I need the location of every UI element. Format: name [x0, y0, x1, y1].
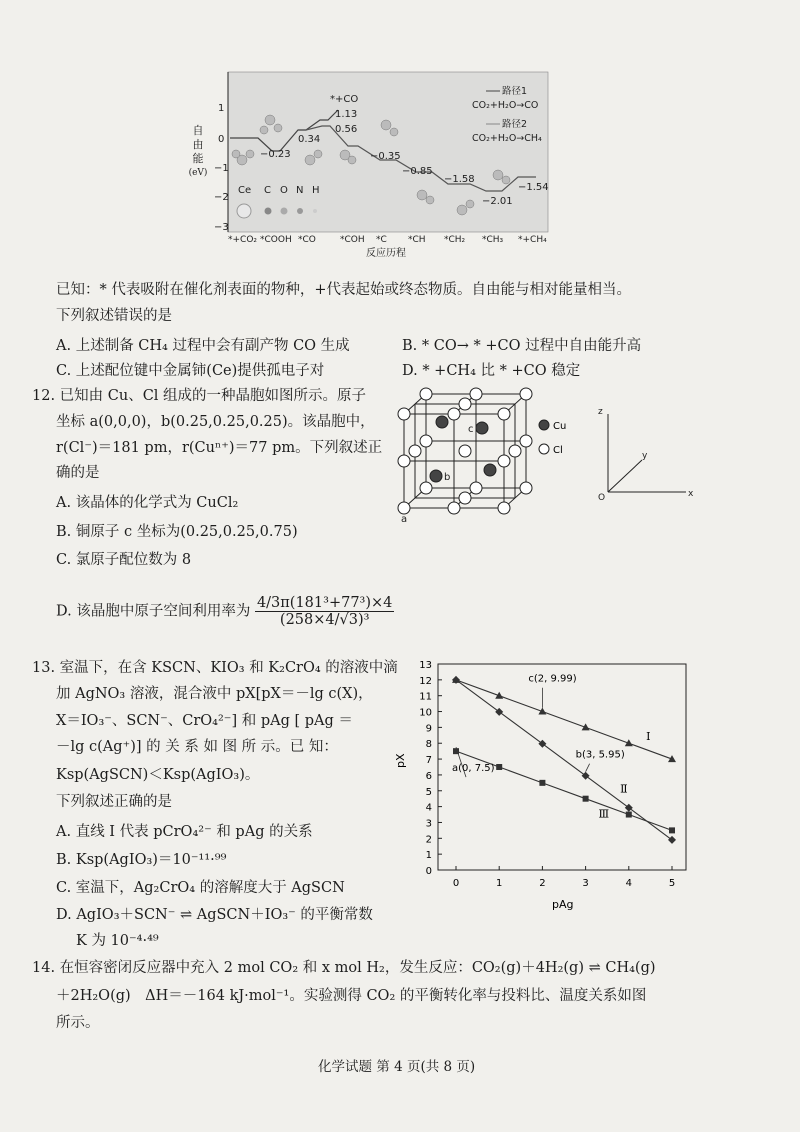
xtick: *CO	[298, 235, 316, 245]
c-atom-icon	[265, 208, 272, 215]
px-pag-svg	[396, 656, 700, 916]
y-tick-label: 9	[425, 723, 432, 735]
y-tick-label: 4	[425, 802, 432, 814]
energy-label: −0.85	[402, 166, 433, 177]
atom-label: C	[264, 185, 271, 196]
n-atom-icon	[297, 208, 303, 214]
data-point	[538, 740, 546, 748]
x-tick-label: 1	[496, 878, 503, 889]
q13-option-d: D. AgIO₃＋SCN⁻ ⇌ AgSCN＋IO₃⁻ 的平衡常数	[56, 907, 373, 923]
q12-option-c: C. 氯原子配位数为 8	[56, 552, 192, 568]
y-tick-label: 5	[425, 786, 432, 798]
ytick: 0	[218, 134, 225, 145]
q14-line1: 14. 在恒容密闭反应器中充入 2 mol CO₂ 和 x mol H₂，发生反应：CO₂(g)＋4H₂(g) ⇌ CH₄(g)	[32, 960, 656, 976]
annotation-label: a(0, 7.5)	[452, 763, 495, 775]
ytick: −3	[214, 222, 229, 233]
atom-label-b: b	[444, 472, 451, 483]
q12-line4: 确的是	[56, 465, 100, 481]
atom-label: Ce	[238, 185, 252, 196]
data-point	[496, 764, 502, 770]
ylabel-char: 能	[192, 152, 204, 165]
chart-xlabel: pAg	[552, 898, 574, 911]
y-tick-label: 1	[425, 850, 432, 862]
q13-option-c: C. 室温下，Ag₂CrO₄ 的溶解度大于 AgSCN	[56, 880, 345, 896]
data-point	[583, 796, 589, 802]
q12-line2: 坐标 a(0,0,0)，b(0.25,0.25,0.25)。该晶胞中，	[56, 414, 375, 430]
legend-path1: 路径1	[502, 86, 528, 97]
xtick: *CH₃	[482, 235, 504, 245]
q12-fraction-num: 4/3π(181³+77³)×4	[256, 595, 393, 611]
q12-option-a: A. 该晶体的化学式为 CuCl₂	[56, 495, 239, 511]
q11-stem: 下列叙述错误的是	[56, 308, 172, 324]
annotation-arrow	[586, 764, 590, 772]
q11-note: 已知：* 代表吸附在催化剂表面的物种，+代表起始或终态物质。自由能与相对能量相当。	[56, 282, 632, 298]
q12-option-d-text: D. 该晶胞中原子空间利用率为	[56, 603, 251, 620]
q13-line5: Ksp(AgSCN)＜Ksp(AgIO₃)。	[56, 767, 260, 783]
q12-line1: 12. 已知由 Cu、Cl 组成的一种晶胞如图所示。原子	[32, 388, 367, 404]
xtick: *+CO₂	[228, 235, 258, 245]
q13-option-a: A. 直线 Ⅰ 代表 pCrO₄²⁻ 和 pAg 的关系	[56, 824, 313, 840]
energy-label: 0.34	[298, 134, 321, 145]
ylabel-char: 由	[192, 138, 204, 151]
xtick: *+CH₄	[518, 235, 547, 245]
y-tick-label: 3	[425, 818, 432, 830]
data-point	[626, 812, 632, 818]
atom-label-c: c	[468, 424, 474, 435]
q12-option-b: B. 铜原子 c 坐标为(0.25,0.25,0.75)	[56, 524, 298, 540]
page-footer: 化学试题 第 4 页(共 8 页)	[318, 1059, 476, 1075]
x-tick-label: 3	[582, 878, 589, 889]
annotation-label: b(3, 5.95)	[575, 749, 625, 761]
energy-figure	[180, 60, 570, 260]
q13-line1: 13. 室温下，在含 KSCN、KIO₃ 和 K₂CrO₄ 的溶液中滴	[32, 660, 398, 676]
xtick: *COOH	[260, 235, 292, 245]
px-pag-chart	[396, 656, 700, 916]
q13-stem: 下列叙述正确的是	[56, 794, 172, 810]
x-tick-label: 4	[625, 878, 632, 889]
legend-path2-eq: CO₂+H₂O→CH₄	[472, 133, 542, 144]
q12-option-d	[56, 595, 394, 628]
ylabel-char: 自	[192, 124, 204, 137]
q11-option-a: A. 上述制备 CH₄ 过程中会有副产物 CO 生成	[56, 338, 350, 354]
chart-ylabel: pX	[394, 753, 407, 768]
atom-label: H	[312, 185, 320, 196]
y-tick-label: 0	[425, 866, 432, 877]
q12-fraction	[255, 595, 394, 628]
crystal-cell-diagram	[398, 388, 702, 524]
energy-diagram	[180, 60, 570, 260]
energy-label: −0.23	[260, 149, 291, 160]
energy-label: −0.35	[370, 151, 401, 162]
energy-label: −1.54	[518, 182, 549, 193]
energy-label: 0.56	[335, 124, 358, 135]
ylabel-char: (eV)	[188, 168, 208, 178]
energy-ylabel	[186, 124, 210, 180]
axis-z-label: z	[598, 407, 603, 417]
atom-label-a: a	[401, 514, 408, 525]
q12-line3: r(Cl⁻)＝181 pm，r(Cuⁿ⁺)＝77 pm。下列叙述正	[56, 440, 383, 456]
q11-option-d: D. * +CH₄ 比 * +CO 稳定	[402, 363, 581, 379]
ytick: −1	[214, 163, 229, 174]
series-label: Ⅰ	[646, 730, 651, 744]
series-label: Ⅲ	[598, 807, 610, 821]
xtick: *CH	[408, 235, 426, 245]
cu-legend-icon	[539, 420, 549, 430]
series-line-1	[456, 680, 672, 759]
q13-option-d-cont: K 为 10⁻⁴·⁴⁹	[76, 933, 159, 949]
atom-label: N	[296, 185, 304, 196]
axis-y-label: y	[642, 451, 648, 461]
legend-path1-eq: CO₂+H₂O→CO	[472, 100, 539, 111]
q11-option-b: B. * CO→ * +CO 过程中自由能升高	[402, 338, 642, 354]
q12-fraction-den: (258×4/√3)³	[279, 612, 370, 628]
energy-label: 1.13	[335, 109, 358, 120]
x-tick-label: 0	[452, 878, 460, 889]
q14-line2: ＋2H₂O(g) ΔH＝－164 kJ·mol⁻¹。实验测得 CO₂ 的平衡转化率与投料比、温度关系如图	[56, 988, 647, 1004]
ce-atom-icon	[237, 204, 251, 218]
cl-legend-icon	[539, 444, 549, 454]
ytick: −2	[214, 192, 229, 203]
energy-label: −2.01	[482, 196, 513, 207]
ytick: 1	[218, 103, 225, 114]
data-point	[582, 772, 590, 780]
q13-line2: 加 AgNO₃ 溶液，混合液中 pX[pX＝－lg c(X)，	[56, 686, 373, 702]
o-atom-icon	[281, 208, 288, 215]
energy-xlabel: 反应历程	[366, 248, 406, 259]
data-point	[669, 827, 675, 833]
axis-x-label: x	[688, 489, 694, 499]
annotation-label: c(2, 9.99)	[528, 673, 577, 685]
y-tick-label: 10	[419, 707, 432, 719]
cu-legend: Cu	[553, 421, 567, 432]
q13-line3: X＝IO₃⁻、SCN⁻、CrO₄²⁻] 和 pAg [ pAg ＝	[56, 713, 353, 729]
series-line-2	[456, 680, 672, 840]
h-atom-icon	[313, 209, 317, 213]
y-tick-label: 11	[419, 691, 432, 703]
q11-option-c: C. 上述配位键中金属铈(Ce)提供孤电子对	[56, 363, 325, 379]
y-tick-label: 12	[419, 675, 432, 687]
y-tick-label: 8	[425, 739, 432, 751]
xtick: *CH₂	[444, 235, 466, 245]
cl-legend: Cl	[553, 445, 563, 456]
legend-path2: 路径2	[502, 119, 528, 130]
x-tick-label: 5	[668, 878, 676, 889]
y-tick-label: 13	[419, 660, 432, 671]
data-point	[495, 708, 503, 716]
axis-origin-label: O	[598, 493, 606, 503]
y-tick-label: 6	[425, 770, 432, 782]
q13-option-b: B. Ksp(AgIO₃)＝10⁻¹¹·⁹⁹	[56, 852, 227, 868]
data-point	[539, 780, 545, 786]
q13-line4: －lg c(Ag⁺)] 的 关 系 如 图 所 示。已 知：	[56, 739, 338, 755]
xtick: *C	[376, 235, 387, 245]
energy-label: *+CO	[330, 94, 359, 105]
q14-line3: 所示。	[56, 1015, 100, 1031]
atom-label: O	[280, 185, 288, 196]
series-label: Ⅱ	[620, 782, 628, 796]
y-tick-label: 7	[425, 755, 432, 767]
energy-label: −1.58	[444, 174, 475, 185]
data-point	[625, 804, 633, 812]
xtick: *COH	[340, 235, 365, 245]
x-tick-label: 2	[539, 878, 546, 889]
crystal-figure	[398, 388, 702, 524]
data-point	[668, 836, 676, 844]
y-tick-label: 2	[425, 834, 432, 846]
